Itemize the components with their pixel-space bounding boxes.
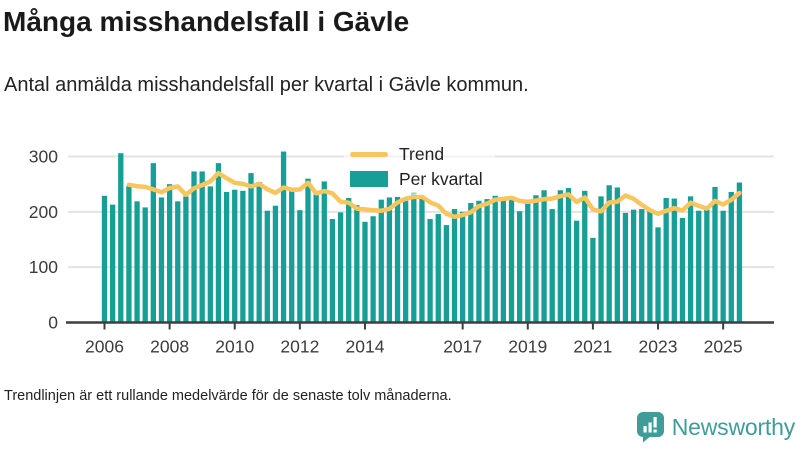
svg-text:200: 200 <box>28 201 58 222</box>
trend-footnote: Trendlinjen är ett rullande medelvärde för de senaste tolv månaderna. <box>4 388 452 404</box>
svg-text:2021: 2021 <box>573 336 613 357</box>
svg-text:0: 0 <box>48 312 58 333</box>
newsworthy-wordmark: Newsworthy <box>671 413 795 440</box>
newsworthy-logo <box>636 411 795 443</box>
trend-line-swatch <box>350 152 388 157</box>
legend-label-per-kvartal: Per kvartal <box>399 169 483 190</box>
legend-label-trend: Trend <box>399 144 445 164</box>
bar-swatch <box>350 171 388 187</box>
page-title: Många misshandelsfall i Gävle <box>3 6 410 37</box>
newsworthy-bubble-icon <box>636 411 665 443</box>
svg-text:2025: 2025 <box>703 336 743 357</box>
chart-subtitle: Antal anmälda misshandelsfall per kvartal i Gävle kommun. <box>4 74 529 96</box>
svg-text:2019: 2019 <box>508 336 548 357</box>
svg-text:2010: 2010 <box>215 336 255 357</box>
svg-text:2023: 2023 <box>638 336 678 357</box>
svg-text:2006: 2006 <box>85 336 124 357</box>
svg-text:2012: 2012 <box>280 336 320 357</box>
svg-text:2014: 2014 <box>345 336 385 357</box>
svg-text:300: 300 <box>28 146 58 167</box>
svg-text:2008: 2008 <box>150 336 190 357</box>
svg-text:100: 100 <box>28 257 58 278</box>
legend-item-trend <box>350 144 483 164</box>
svg-text:2017: 2017 <box>443 336 483 357</box>
legend-item-per-kvartal <box>350 169 483 189</box>
chart-legend <box>344 141 495 195</box>
